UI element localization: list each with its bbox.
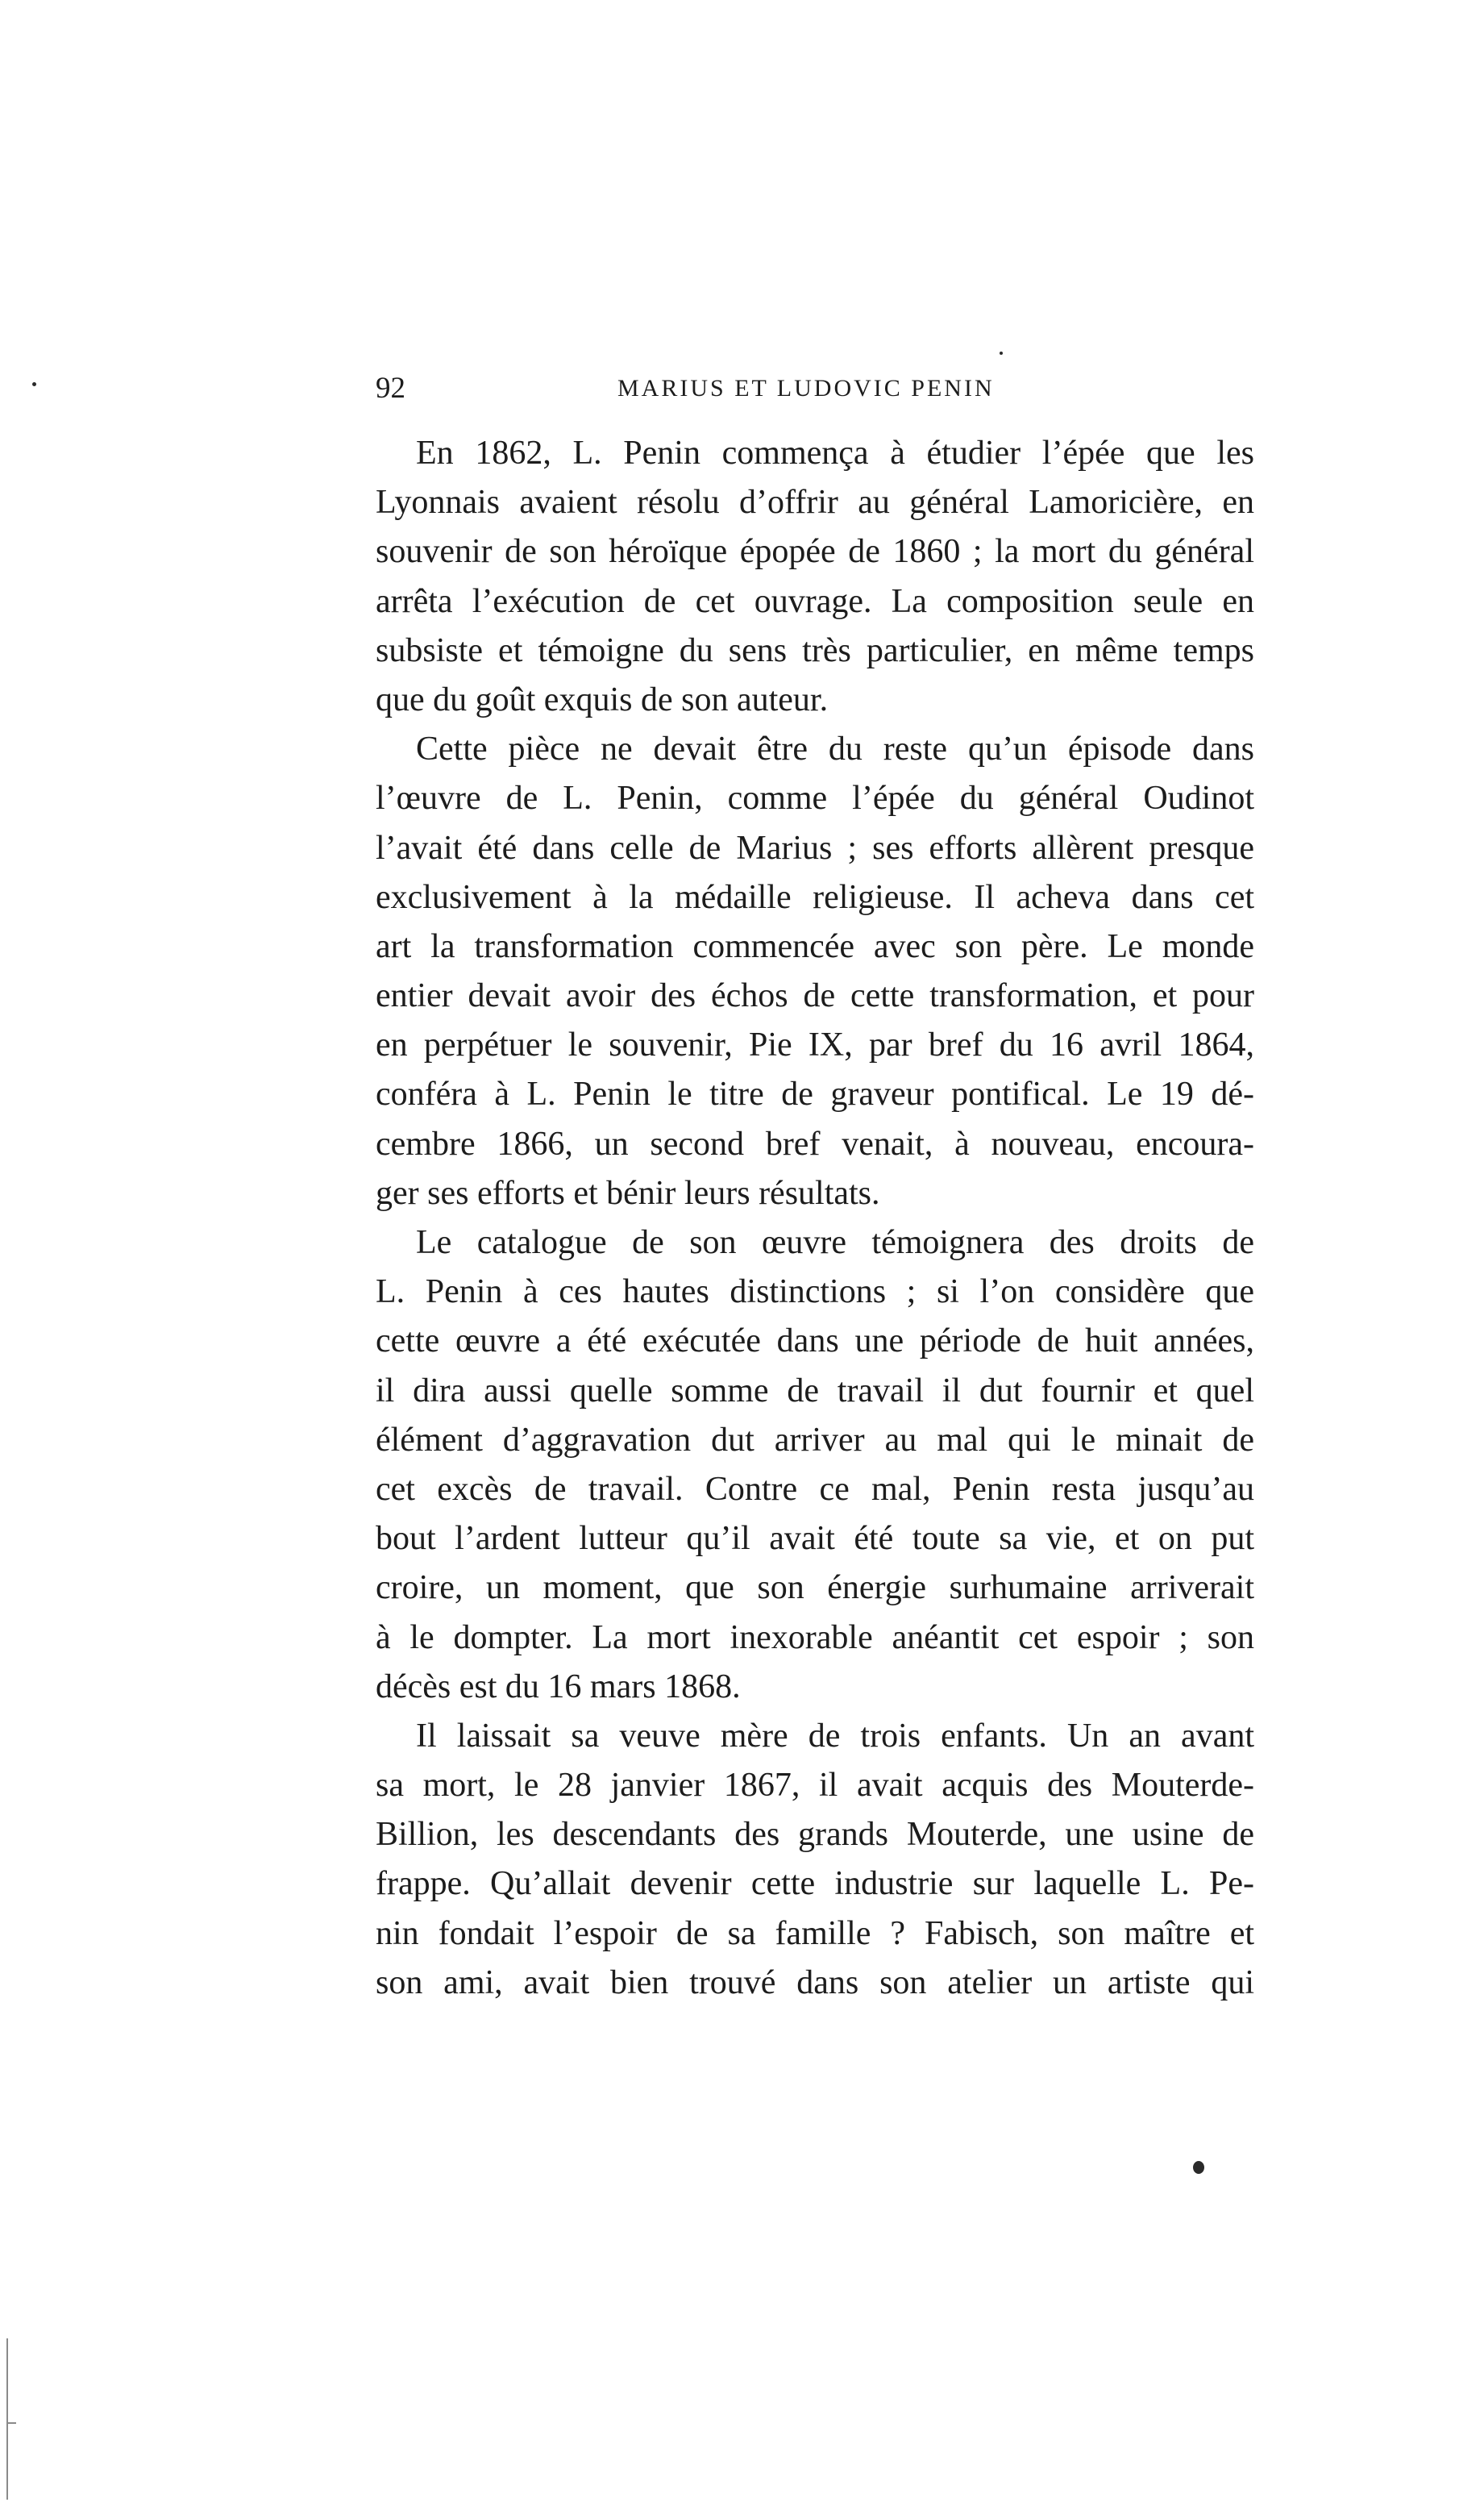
text-line: son ami, avait bien trouvé dans son atelier un artiste qui	[376, 1963, 1254, 2001]
text-line: l’avait été dans celle de Marius ; ses efforts allèrent presque	[376, 829, 1254, 867]
scan-edge-mark	[6, 2338, 8, 2500]
text-line: cembre 1866, un second bref venait, à nouveau, encoura-	[376, 1125, 1254, 1163]
text-line: décès est du 16 mars 1868.	[376, 1668, 741, 1705]
running-head	[376, 364, 1254, 413]
text-line: Lyonnais avaient résolu d’offrir au général Lamoricière, en	[376, 484, 1254, 522]
text-line: il dira aussi quelle somme de travail il dut fournir et quel	[376, 1372, 1254, 1409]
text-line: bout l’ardent lutteur qu’il avait été toute sa vie, et on put	[376, 1520, 1254, 1558]
text-line: en perpétuer le souvenir, Pie IX, par bref du 16 avril 1864,	[376, 1026, 1254, 1064]
text-line: croire, un moment, que son énergie surhumaine arriverait	[376, 1569, 1254, 1607]
body-text	[376, 429, 1254, 2008]
text-line: Le catalogue de son œuvre témoignera des droits de	[416, 1224, 1254, 1261]
text-line: sa mort, le 28 janvier 1867, il avait acquis des Mouterde-	[376, 1767, 1254, 1805]
text-line: L. Penin à ces hautes distinctions ; si l’on considère que	[376, 1273, 1254, 1311]
text-line: conféra à L. Penin le titre de graveur pontifical. Le 19 dé-	[376, 1076, 1254, 1114]
text-line: Billion, les descendants des grands Mouterde, une usine de	[376, 1816, 1254, 1854]
text-line: ger ses efforts et bénir leurs résultats.	[376, 1174, 880, 1212]
text-line: art la transformation commencée avec son père. Le monde	[376, 927, 1254, 965]
text-line: exclusivement à la médaille religieuse. Il acheva dans cet	[376, 878, 1254, 916]
text-line: à le dompter. La mort inexorable anéantit cet espoir ; son	[376, 1618, 1254, 1656]
text-line: arrêta l’exécution de cet ouvrage. La composition seule en	[376, 582, 1254, 620]
ink-speck	[32, 382, 36, 386]
text-line: En 1862, L. Penin commença à étudier l’épée que les	[416, 435, 1254, 472]
text-line: souvenir de son héroïque épopée de 1860 ; la mort du général	[376, 533, 1254, 571]
scan-edge-mark	[6, 2422, 16, 2424]
text-line: Cette pièce ne devait être du reste qu’un épisode dans	[416, 731, 1254, 768]
text-line: frappe. Qu’allait devenir cette industrie sur laquelle L. Pe-	[376, 1865, 1254, 1903]
ink-speck	[1193, 2161, 1204, 2174]
text-line: Il laissait sa veuve mère de trois enfants. Un an avant	[416, 1717, 1254, 1755]
text-line: subsiste et témoigne du sens très particulier, en même temps	[376, 631, 1254, 669]
text-line: élément d’aggravation dut arriver au mal qui le minait de	[376, 1421, 1254, 1459]
text-line: l’œuvre de L. Penin, comme l’épée du général Oudinot	[376, 780, 1254, 818]
text-line: cette œuvre a été exécutée dans une période de huit années,	[376, 1322, 1254, 1360]
text-line: entier devait avoir des échos de cette transformation, et pour	[376, 977, 1254, 1015]
text-line: cet excès de travail. Contre ce mal, Penin resta jusqu’au	[376, 1470, 1254, 1508]
ink-speck	[1000, 352, 1003, 355]
page-number: 92	[376, 372, 405, 405]
text-line: nin fondait l’espoir de sa famille ? Fabisch, son maître et	[376, 1914, 1254, 1952]
text-line: que du goût exquis de son auteur.	[376, 681, 829, 718]
running-title: MARIUS ET LUDOVIC PENIN	[617, 375, 995, 402]
